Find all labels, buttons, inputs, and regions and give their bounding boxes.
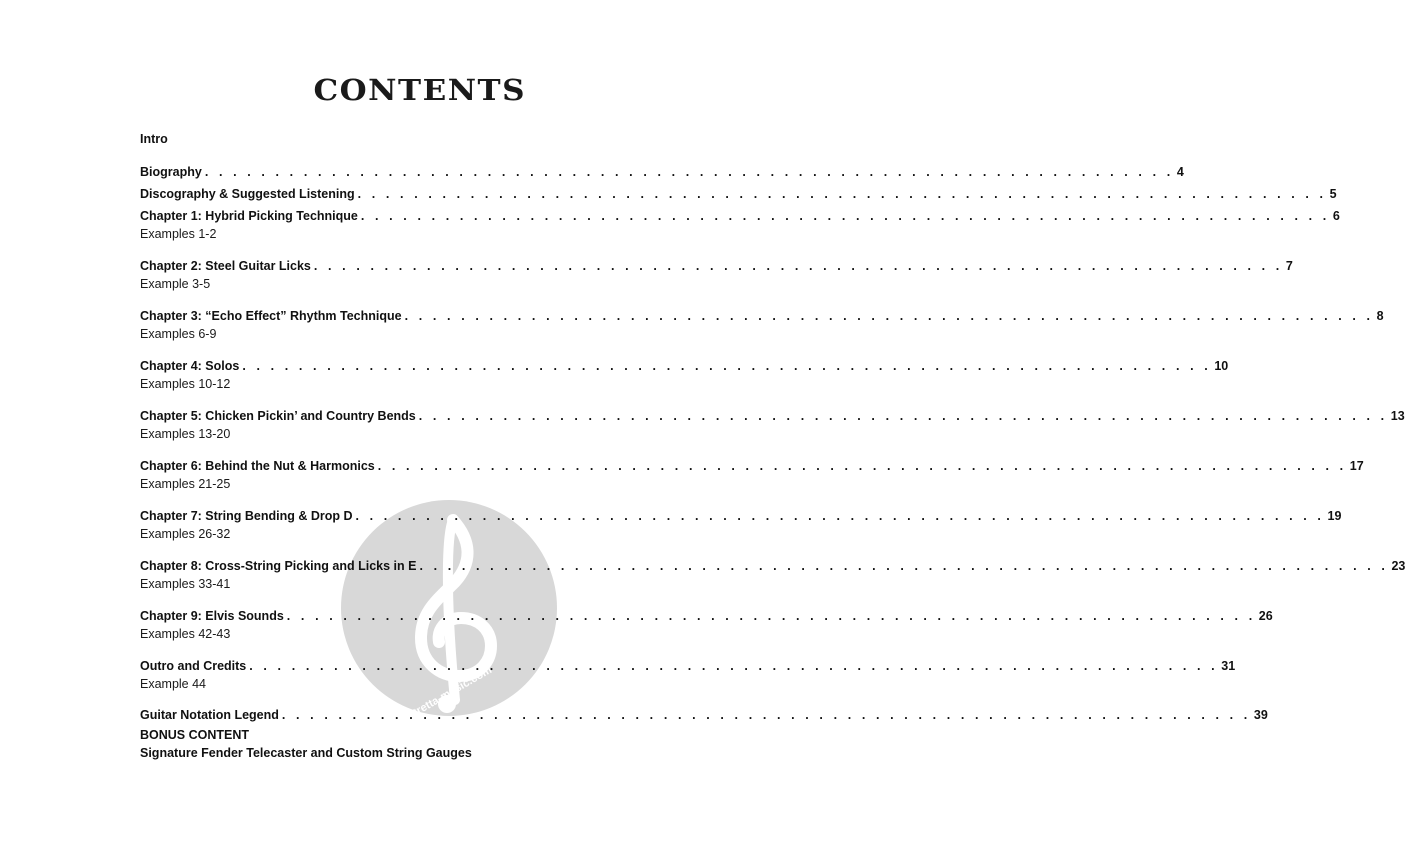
toc-entry-page: 13 bbox=[1390, 409, 1405, 423]
toc-entry-page: 5 bbox=[1329, 187, 1337, 201]
toc-entry bbox=[140, 258, 1293, 292]
toc-leader: . . . . . . . . . . . . . . . . . . . . . . . . . . . . . . . . . . . . . . . . . . . . . . . . . . . . . . . . . . . . . . . . . . . . . bbox=[204, 165, 1174, 179]
toc-entry-title: Chapter 7: String Bending & Drop D bbox=[140, 509, 353, 523]
toc-entry-examples: Examples 13-20 bbox=[140, 427, 231, 441]
toc-entry bbox=[140, 508, 1342, 542]
toc-entry-page: 26 bbox=[1258, 609, 1273, 623]
toc-leader: . . . . . . . . . . . . . . . . . . . . . . . . . . . . . . . . . . . . . . . . . . . . . . . . . . . . . . . . . . . . . . . . . . . . . bbox=[242, 359, 1212, 373]
toc-entry bbox=[140, 558, 1405, 592]
toc-entry-page: 6 bbox=[1332, 209, 1340, 223]
toc-leader: . . . . . . . . . . . . . . . . . . . . . . . . . . . . . . . . . . . . . . . . . . . . . . . . . . . . . . . . . . . . . . . . . . . . . bbox=[357, 187, 1327, 201]
toc-entry-page: 19 bbox=[1327, 509, 1342, 523]
toc-entry-examples: Examples 10-12 bbox=[140, 377, 231, 391]
toc-entry-page: 39 bbox=[1253, 708, 1268, 722]
toc-entry-examples: Examples 1-2 bbox=[140, 227, 217, 241]
toc-entry-title: Chapter 2: Steel Guitar Licks bbox=[140, 259, 311, 273]
toc-entry-page: 17 bbox=[1349, 459, 1364, 473]
toc-entry-title: Chapter 6: Behind the Nut & Harmonics bbox=[140, 459, 375, 473]
toc-leader: . . . . . . . . . . . . . . . . . . . . . . . . . . . . . . . . . . . . . . . . . . . . . . . . . . . . . . . . . . . . . . . . . . . . . bbox=[286, 609, 1256, 623]
toc-entry bbox=[140, 458, 1364, 492]
bonus-heading: BONUS CONTENT bbox=[140, 728, 250, 742]
toc-entry bbox=[140, 308, 1384, 342]
toc-leader: . . . . . . . . . . . . . . . . . . . . . . . . . . . . . . . . . . . . . . . . . . . . . . . . . . . . . . . . . . . . . . . . . . . . . bbox=[418, 409, 1388, 423]
toc-entry-examples: Example 44 bbox=[140, 677, 207, 691]
toc-entry-page: 31 bbox=[1221, 659, 1236, 673]
toc-leader: . . . . . . . . . . . . . . . . . . . . . . . . . . . . . . . . . . . . . . . . . . . . . . . . . . . . . . . . . . . . . . . . . . . . . bbox=[281, 708, 1251, 722]
toc-entry-examples: Examples 42-43 bbox=[140, 627, 231, 641]
toc-entry-title: Outro and Credits bbox=[140, 659, 247, 673]
toc-intro: Intro bbox=[140, 132, 168, 146]
toc-entry-title: Chapter 8: Cross-String Picking and Licks in E bbox=[140, 559, 417, 573]
toc-entry-page: 7 bbox=[1285, 259, 1293, 273]
toc-entry-page: 4 bbox=[1176, 165, 1184, 179]
toc-entry-examples: Examples 21-25 bbox=[140, 477, 231, 491]
toc-entry-title: Biography bbox=[140, 165, 202, 179]
toc-entry bbox=[140, 358, 1229, 392]
toc-entry-title: Chapter 5: Chicken Pickin’ and Country Bends bbox=[140, 409, 416, 423]
toc-entry-page: 23 bbox=[1391, 559, 1405, 573]
toc-entry-examples: Examples 26-32 bbox=[140, 527, 231, 541]
toc-leader: . . . . . . . . . . . . . . . . . . . . . . . . . . . . . . . . . . . . . . . . . . . . . . . . . . . . . . . . . . . . . . . . . . . . . bbox=[355, 509, 1325, 523]
toc-entry bbox=[140, 608, 1273, 642]
toc-entry bbox=[140, 707, 1268, 723]
toc-leader: . . . . . . . . . . . . . . . . . . . . . . . . . . . . . . . . . . . . . . . . . . . . . . . . . . . . . . . . . . . . . . . . . . . . . bbox=[377, 459, 1347, 473]
toc-entry-examples: Examples 6-9 bbox=[140, 327, 217, 341]
toc-entry-page: 10 bbox=[1214, 359, 1229, 373]
toc-leader: . . . . . . . . . . . . . . . . . . . . . . . . . . . . . . . . . . . . . . . . . . . . . . . . . . . . . . . . . . . . . . . . . . . . . bbox=[419, 559, 1389, 573]
watermark-url: stretta-music.com bbox=[405, 664, 495, 722]
toc-leader: . . . . . . . . . . . . . . . . . . . . . . . . . . . . . . . . . . . . . . . . . . . . . . . . . . . . . . . . . . . . . . . . . . . . . bbox=[360, 209, 1330, 223]
toc-entry bbox=[140, 164, 1184, 180]
toc-entry-title: Chapter 9: Elvis Sounds bbox=[140, 609, 284, 623]
toc-entry-title: Guitar Notation Legend bbox=[140, 708, 279, 722]
toc-leader: . . . . . . . . . . . . . . . . . . . . . . . . . . . . . . . . . . . . . . . . . . . . . . . . . . . . . . . . . . . . . . . . . . . . . bbox=[249, 659, 1219, 673]
toc-entry bbox=[140, 208, 1340, 242]
toc-entry bbox=[140, 658, 1236, 692]
toc-entry-title: Chapter 4: Solos bbox=[140, 359, 240, 373]
page-title: CONTENTS bbox=[313, 74, 526, 108]
toc-entry-title: Discography & Suggested Listening bbox=[140, 187, 355, 201]
toc-entry-title: Chapter 1: Hybrid Picking Technique bbox=[140, 209, 358, 223]
toc-entry-page: 8 bbox=[1376, 309, 1384, 323]
bonus-text: Signature Fender Telecaster and Custom String Gauges bbox=[140, 746, 472, 760]
toc-leader: . . . . . . . . . . . . . . . . . . . . . . . . . . . . . . . . . . . . . . . . . . . . . . . . . . . . . . . . . . . . . . . . . . . . . bbox=[404, 309, 1374, 323]
toc-entry bbox=[140, 186, 1337, 202]
toc-entry bbox=[140, 408, 1405, 442]
toc-leader: . . . . . . . . . . . . . . . . . . . . . . . . . . . . . . . . . . . . . . . . . . . . . . . . . . . . . . . . . . . . . . . . . . . . . bbox=[313, 259, 1283, 273]
toc-entry-examples: Example 3-5 bbox=[140, 277, 211, 291]
toc-entry-title: Chapter 3: “Echo Effect” Rhythm Technique bbox=[140, 309, 402, 323]
toc-entry-examples: Examples 33-41 bbox=[140, 577, 231, 591]
